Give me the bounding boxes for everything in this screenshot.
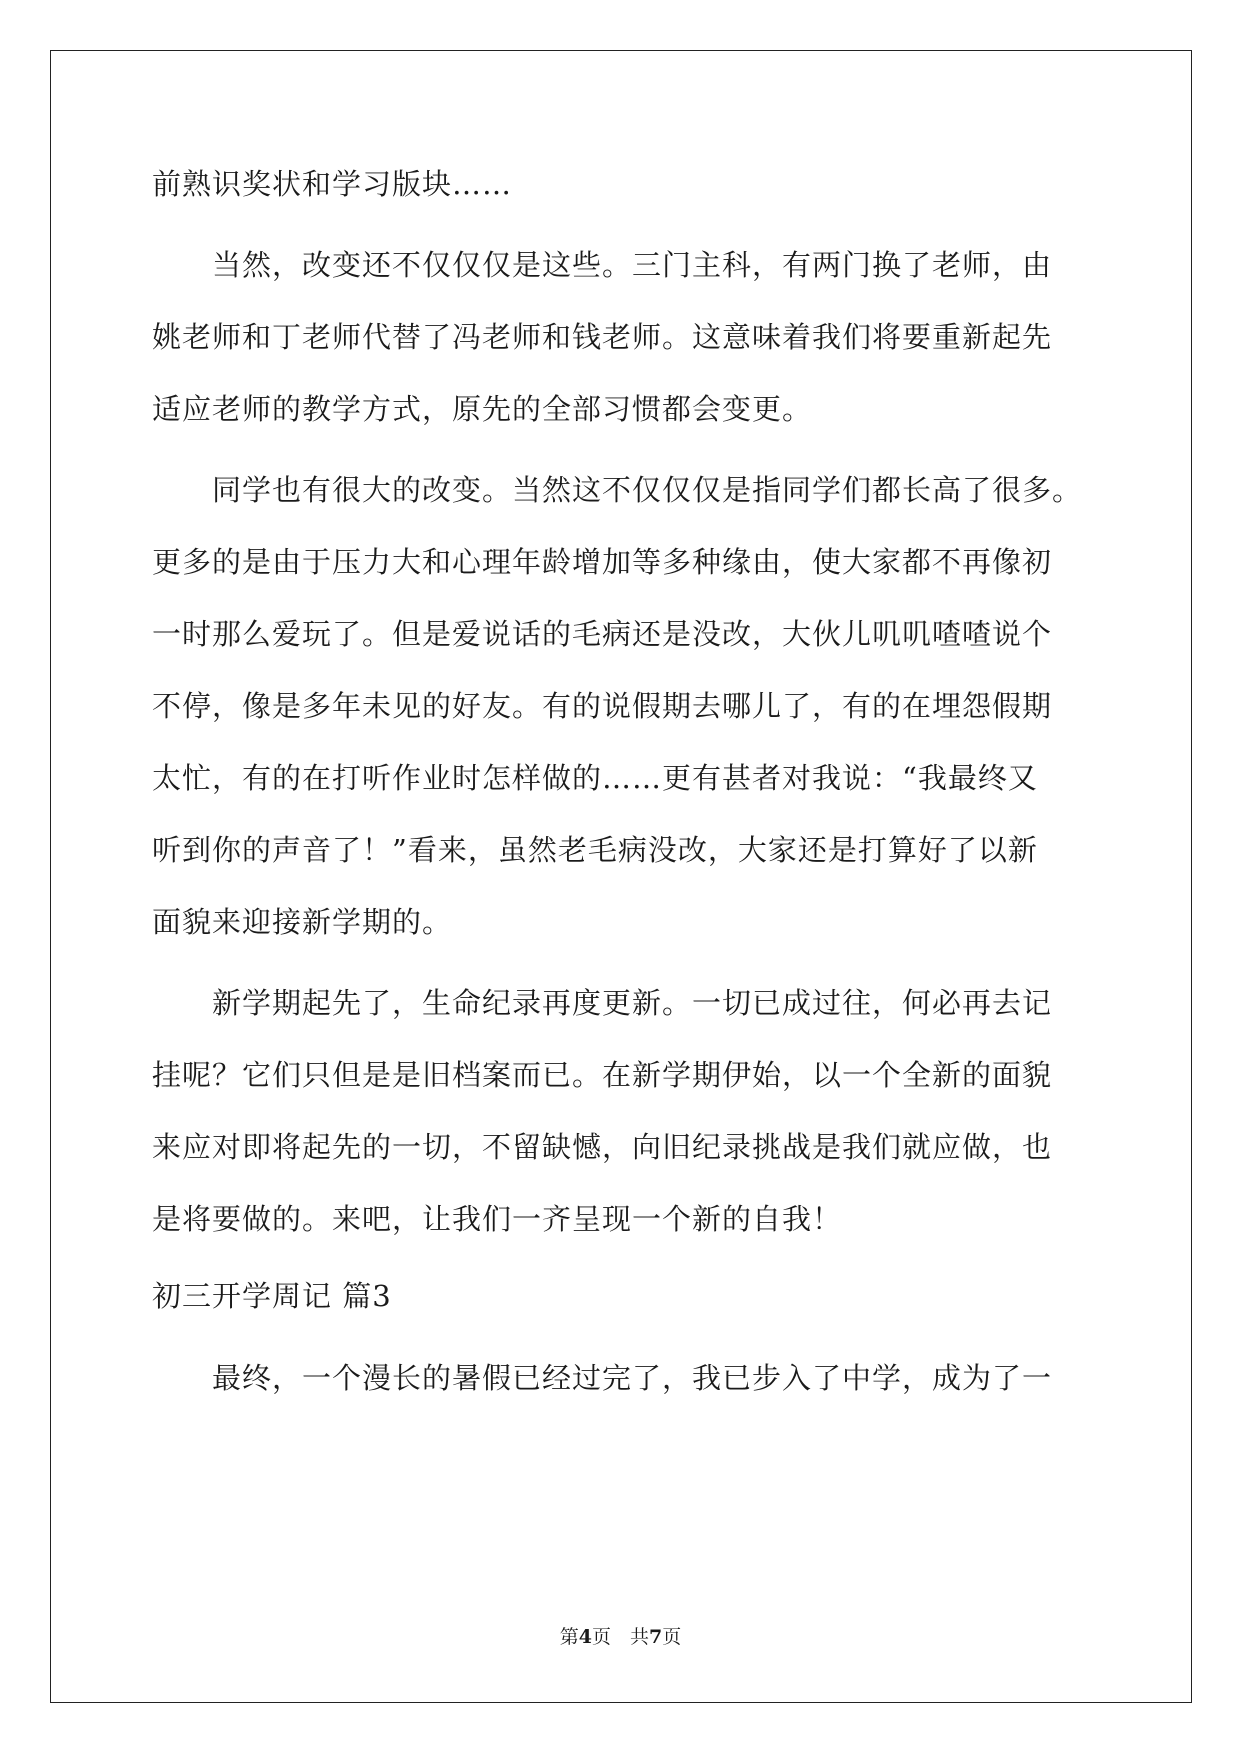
footer-middle: 页 共 — [591, 1626, 649, 1648]
text-line: 更多的是由于压力大和心理年龄增加等多种缘由，使大家都不再像初 — [152, 545, 1053, 579]
text-line: 前熟识奖状和学习版块…… — [152, 167, 513, 201]
page-footer — [0, 1625, 1241, 1649]
text-line: 是将要做的。来吧，让我们一齐呈现一个新的自我！ — [152, 1202, 843, 1236]
section-heading: 初三开学周记 篇3 — [152, 1279, 392, 1313]
text-line: 姚老师和丁老师代替了冯老师和钱老师。这意味着我们将要重新起先 — [152, 320, 1053, 354]
page-border — [50, 50, 1192, 1703]
text-line: 适应老师的教学方式，原先的全部习惯都会变更。 — [152, 392, 813, 426]
text-line: 同学也有很大的改变。当然这不仅仅仅是指同学们都长高了很多。 — [152, 473, 1083, 507]
text-line: 一时那么爱玩了。但是爱说话的毛病还是没改，大伙儿叽叽喳喳说个 — [152, 617, 1053, 651]
text-line: 最终，一个漫长的暑假已经过完了，我已步入了中学，成为了一 — [152, 1361, 1053, 1395]
footer-suffix: 页 — [662, 1626, 682, 1648]
text-line: 不停，像是多年未见的好友。有的说假期去哪儿了，有的在埋怨假期 — [152, 689, 1053, 723]
text-line: 来应对即将起先的一切，不留缺憾，向旧纪录挑战是我们就应做，也 — [152, 1130, 1053, 1164]
total-page-number: 7 — [649, 1626, 663, 1648]
footer-prefix: 第 — [559, 1626, 579, 1648]
text-line: 太忙，有的在打听作业时怎样做的……更有甚者对我说：“我最终又 — [152, 761, 1038, 795]
current-page-number: 4 — [578, 1626, 592, 1648]
text-line: 挂呢？它们只但是是旧档案而已。在新学期伊始，以一个全新的面貌 — [152, 1058, 1053, 1092]
text-line: 面貌来迎接新学期的。 — [152, 905, 453, 939]
text-line: 听到你的声音了！”看来，虽然老毛病没改，大家还是打算好了以新 — [152, 833, 1038, 867]
text-line: 当然，改变还不仅仅仅是这些。三门主科，有两门换了老师，由 — [152, 248, 1053, 282]
text-line: 新学期起先了，生命纪录再度更新。一切已成过往，何必再去记 — [152, 986, 1053, 1020]
